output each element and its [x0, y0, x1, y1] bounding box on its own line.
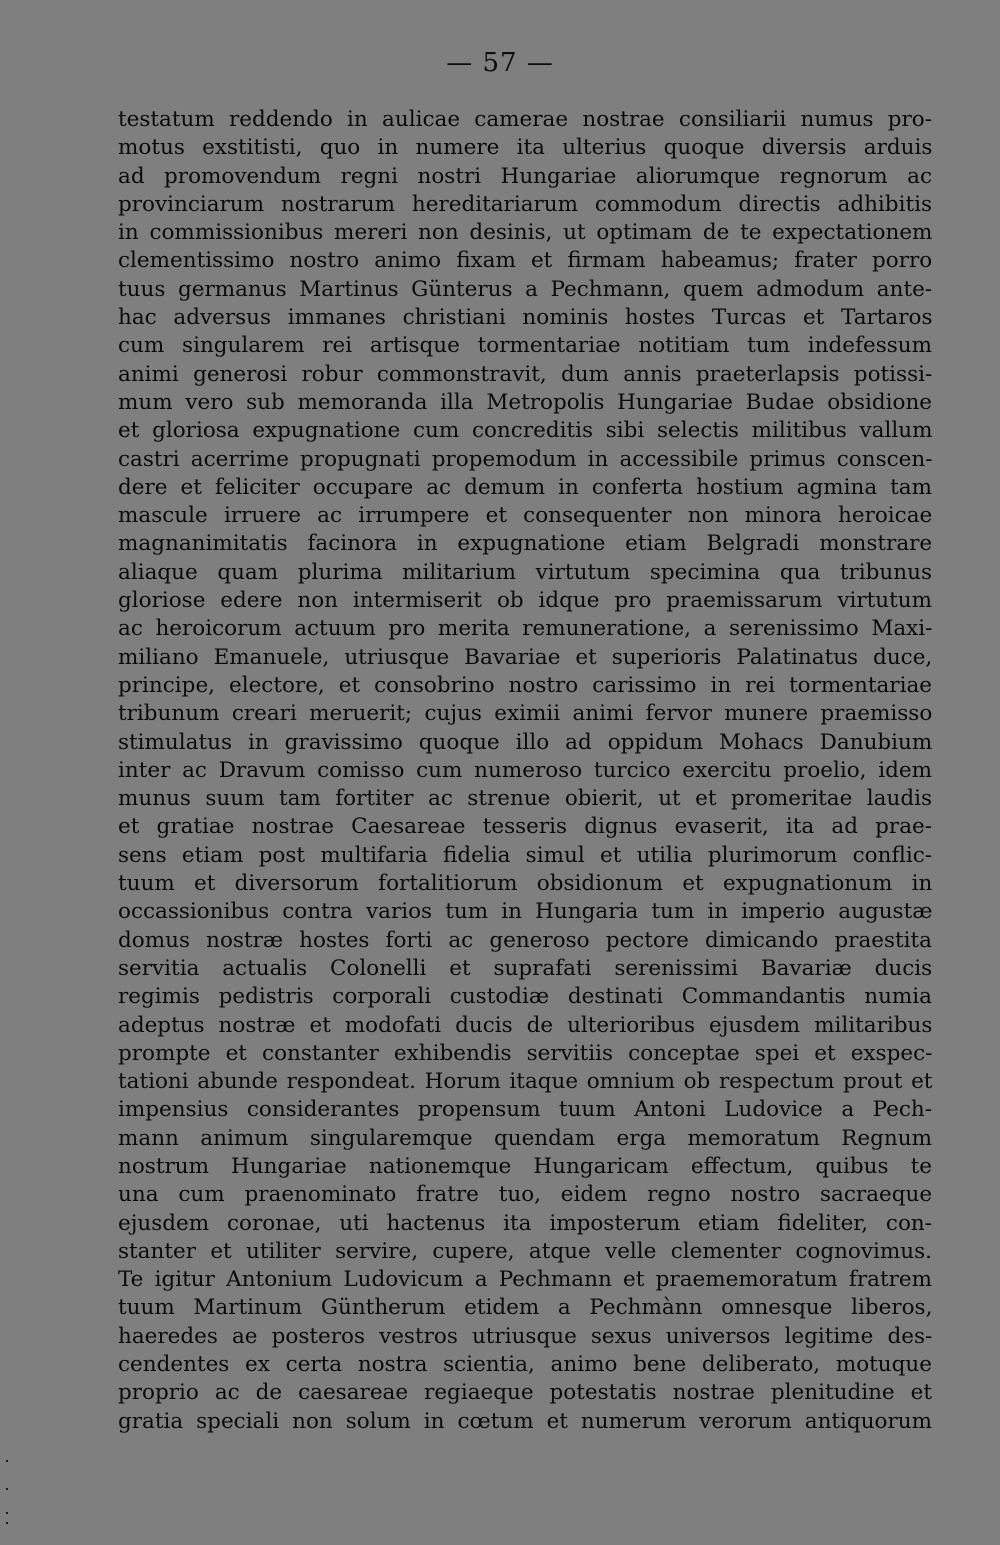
body-text — [118, 106, 932, 1436]
text-line: ac heroicorum actuum pro merita remuneratione, a serenissimo Maxi- — [118, 616, 933, 642]
text-line: motus exstitisti, quo in numere ita ulterius quoque diversis arduis — [118, 135, 933, 161]
text-line: tationi abunde respondeat. Horum itaque omnium ob respectum prout et — [118, 1069, 933, 1095]
text-line: occassionibus contra varios tum in Hungaria tum in imperio augustæ — [118, 899, 933, 925]
text-line: servitia actualis Colonelli et suprafati serenissimi Bavariæ ducis — [118, 955, 933, 981]
text-line: inter ac Dravum comisso cum numeroso turcico exercitu proelio, idem — [118, 757, 932, 783]
text-line: dere et feliciter occupare ac demum in conferta hostium agmina tam — [118, 474, 932, 500]
text-line: gratia speciali non solum in cœtum et numerum verorum antiquorum — [118, 1408, 932, 1434]
text-line: tuum Martinum Güntherum etidem a Pechmànn omnesque liberos, — [118, 1295, 933, 1321]
text-line: castri acerrime propugnati propemodum in accessibile primus conscen- — [118, 446, 933, 472]
text-line: sens etiam post multifaria fidelia simul et utilia plurimorum conflic- — [118, 842, 932, 868]
text-line: mascule irruere ac irrumpere et consequenter non minora heroicae — [118, 503, 933, 529]
text-line: ad promovendum regni nostri Hungariae aliorumque regnorum ac — [118, 163, 932, 189]
text-line: miliano Emanuele, utriusque Bavariae et superioris Palatinatus duce, — [118, 644, 933, 670]
text-line: haeredes ae posteros vestros utriusque sexus universos legitime des- — [118, 1323, 933, 1349]
text-line: in commissionibus mereri non desinis, ut optimam de te expectationem — [118, 220, 933, 246]
text-line: Te igitur Antonium Ludovicum a Pechmann et praememoratum fratrem — [118, 1267, 932, 1293]
text-line: stanter et utiliter servire, cupere, atque velle clementer cognovimus. — [118, 1238, 932, 1264]
text-line: cum singularem rei artisque tormentariae notitiam tum indefessum — [118, 333, 932, 359]
text-line: mann animum singularemque quendam erga memoratum Regnum — [118, 1125, 932, 1151]
text-line: regimis pedistris corporali custodiæ destinati Commandantis numia — [118, 984, 932, 1010]
scan-artifact — [6, 1460, 10, 1540]
text-line: munus suum tam fortiter ac strenue obierit, ut et promeritae laudis — [118, 786, 932, 812]
text-line: una cum praenominato fratre tuo, eidem regno nostro sacraeque — [118, 1182, 933, 1208]
text-line: gloriose edere non intermiserit ob idque pro praemissarum virtutum — [118, 588, 932, 614]
text-line: proprio ac de caesareae regiaeque potestatis nostrae plenitudine et — [118, 1380, 932, 1406]
text-line: ejusdem coronae, uti hactenus ita imposterum etiam fideliter, con- — [118, 1210, 932, 1236]
page-number: — 57 — — [446, 48, 554, 78]
text-line: stimulatus in gravissimo quoque illo ad oppidum Mohacs Danubium — [118, 729, 933, 755]
text-line: et gratiae nostrae Caesareae tesseris dignus evaserit, ita ad prae- — [118, 814, 932, 840]
text-line: testatum reddendo in aulicae camerae nostrae consiliarii numus pro- — [118, 107, 932, 132]
text-line: prompte et constanter exhibendis servitiis conceptae spei et exspec- — [118, 1040, 933, 1066]
text-line: provinciarum nostrarum hereditariarum commodum directis adhibitis — [118, 191, 932, 217]
text-line: tribunum creari meruerit; cujus eximii animi fervor munere praemisso — [118, 701, 933, 727]
text-line: adeptus nostræ et modofati ducis de ulterioribus ejusdem militaribus — [118, 1012, 933, 1038]
text-line: impensius considerantes propensum tuum Antoni Ludovice a Pech- — [118, 1097, 932, 1123]
text-line: cendentes ex certa nostra scientia, animo bene deliberato, motuque — [118, 1352, 932, 1378]
text-line: mum vero sub memoranda illa Metropolis Hungariae Budae obsidione — [118, 389, 933, 415]
text-line: tuum et diversorum fortalitiorum obsidionum et expugnationum in — [118, 871, 933, 897]
text-line: clementissimo nostro animo fixam et firmam habeamus; frater porro — [118, 248, 933, 274]
text-line: magnanimitatis facinora in expugnatione etiam Belgradi monstrare — [118, 531, 933, 557]
text-line: domus nostræ hostes forti ac generoso pectore dimicando praestita — [118, 927, 932, 953]
text-line: animi generosi robur commonstravit, dum annis praeterlapsis potissi- — [118, 361, 933, 387]
text-line: aliaque quam plurima militarium virtutum specimina qua tribunus — [118, 559, 932, 585]
text-line: principe, electore, et consobrino nostro carissimo in rei tormentariae — [118, 672, 932, 698]
text-line: et gloriosa expugnatione cum concreditis sibi selectis militibus vallum — [118, 418, 933, 444]
text-line: tuus germanus Martinus Günterus a Pechmann, quem admodum ante- — [118, 276, 933, 302]
text-line: nostrum Hungariae nationemque Hungaricam effectum, quibus te — [118, 1153, 932, 1179]
text-line: hac adversus immanes christiani nominis hostes Turcas et Tartaros — [118, 305, 933, 331]
